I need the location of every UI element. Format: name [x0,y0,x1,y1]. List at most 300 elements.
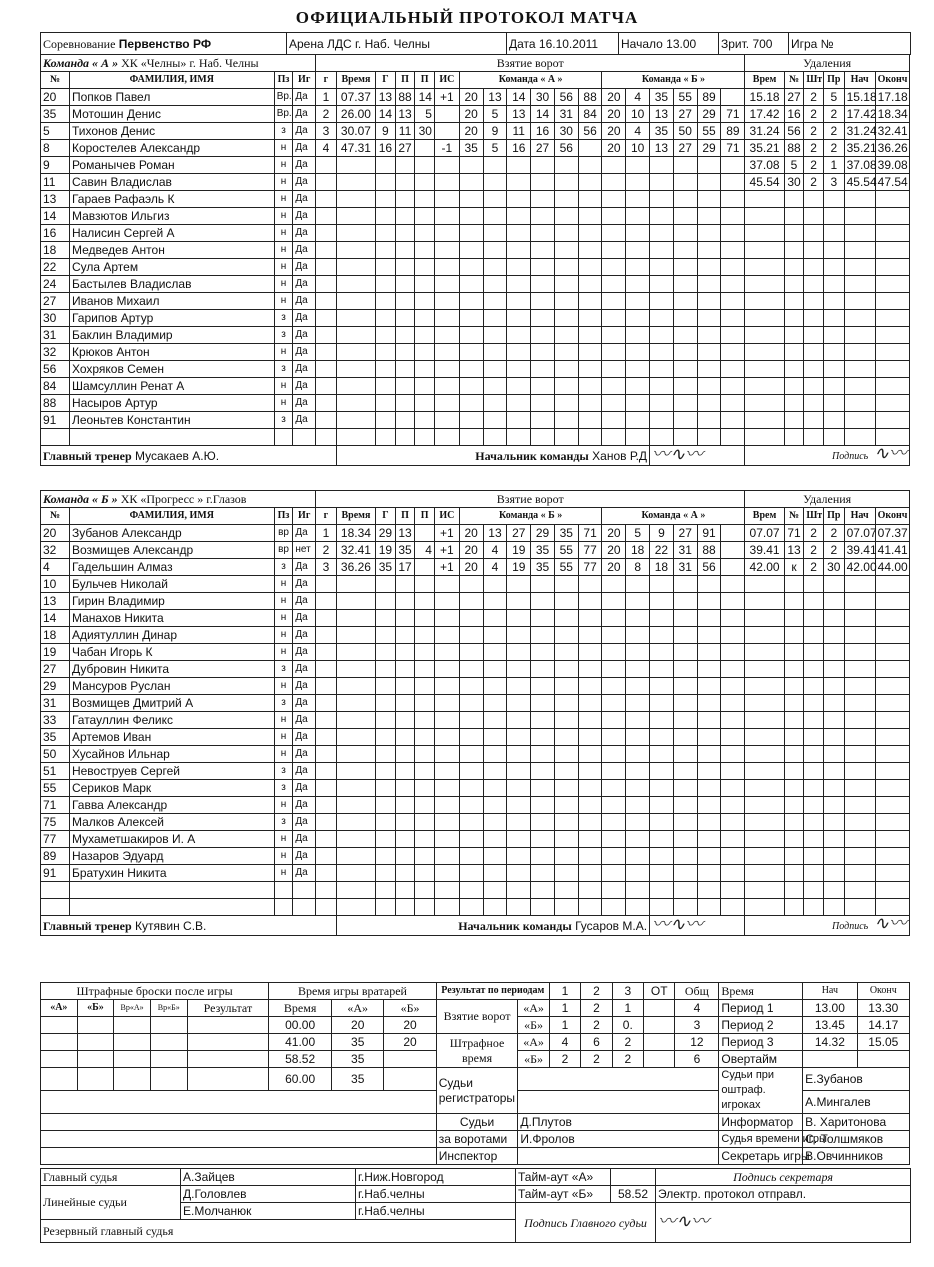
empty-cell [804,429,824,446]
empty-cell [578,576,602,593]
player-row [41,344,910,361]
team-chief-label: Начальник команды [475,448,589,463]
empty-cell [784,378,804,395]
empty-cell [673,310,697,327]
signature-cell [745,913,910,936]
own-player-on-ice: 35 [459,140,483,157]
empty-cell [650,259,674,276]
empty-cell [483,814,507,831]
empty-cell [434,395,459,412]
empty-cell [395,644,415,661]
empty-cell [483,797,507,814]
other-player-on-ice: 27 [673,525,697,542]
empty-cell [316,310,337,327]
empty-cell [459,191,483,208]
penalty-player: 27 [784,89,804,106]
secretary-label: Секретарь игры [719,1148,803,1165]
empty-cell [650,661,674,678]
empty-cell [554,661,578,678]
goal-judge-a: Д.Плутов [518,1114,719,1131]
empty-cell [697,429,721,446]
player-row [41,208,910,225]
period-3-label: Период 3 [719,1034,803,1051]
empty-cell [673,208,697,225]
empty-cell [376,593,396,610]
empty-cell [823,763,844,780]
empty-cell [578,627,602,644]
empty-cell [434,712,459,729]
gk-row-1-b: 20 [384,1017,436,1034]
empty-cell [531,610,555,627]
penalty-end: 41.41 [875,542,909,559]
empty-cell [650,882,674,899]
player-number: 18 [41,242,70,259]
empty-cell [650,157,674,174]
empty-cell [434,848,459,865]
goal-assist-1: 13 [395,106,415,123]
empty-cell [434,882,459,899]
goal-situation: +1 [434,89,459,106]
empty-cell [602,225,626,242]
empty-cell [316,797,337,814]
team-header-row [41,491,910,508]
empty-cell [745,814,784,831]
timeout-a: Тайм-аут «А» [516,1169,611,1186]
empty-cell [316,661,337,678]
empty-cell [673,712,697,729]
empty-cell [507,627,531,644]
own-player-on-ice: 56 [554,89,578,106]
empty-cell [434,865,459,882]
empty-cell [875,225,909,242]
goal-assist-2 [415,559,435,576]
penalty-start: 35.21 [844,140,875,157]
empty-cell [578,848,602,865]
empty-cell [336,831,375,848]
player-played: Да [293,848,316,865]
empty-cell [626,429,650,446]
player-played: Да [293,678,316,695]
empty-cell [697,882,721,899]
period-1-start: 13.00 [803,1000,857,1017]
empty-cell [395,293,415,310]
empty-cell [415,899,435,916]
empty-cell [507,191,531,208]
empty-cell [376,429,396,446]
empty-cell [875,797,909,814]
gk-b-label: «Б» [384,1000,436,1017]
empty-cell [745,395,784,412]
empty-cell [554,712,578,729]
player-row [41,525,910,542]
empty-cell [395,695,415,712]
empty-cell [804,310,824,327]
player-position: н [274,157,293,174]
empty-cell [531,848,555,865]
empty-cell [531,882,555,899]
empty-cell [531,208,555,225]
empty-cell [395,797,415,814]
empty-cell [804,327,824,344]
own-player-on-ice: 20 [459,123,483,140]
empty-cell [531,344,555,361]
player-name: Иванов Михаил [69,293,274,310]
empty-cell [784,610,804,627]
empty-cell [844,797,875,814]
other-player-on-ice: 13 [650,140,674,157]
player-row [41,542,910,559]
empty-cell [784,208,804,225]
other-player-on-ice: 20 [602,106,626,123]
empty-cell [395,763,415,780]
match-info [40,32,911,55]
other-player-on-ice: 20 [602,123,626,140]
empty-cell [415,361,435,378]
empty-cell [376,644,396,661]
col-num: № [41,72,70,89]
empty-cell [721,729,745,746]
linesman-1: Д.Головлев [181,1186,356,1203]
empty-cell [316,191,337,208]
empty-cell [336,276,375,293]
player-row [41,559,910,576]
empty-cell [602,729,626,746]
player-name: Бастылев Владислав [69,276,274,293]
empty-cell [804,814,824,831]
empty-cell [483,695,507,712]
empty-cell [507,593,531,610]
time-label: Время [719,983,803,1000]
empty-cell [626,208,650,225]
empty-cell [745,310,784,327]
empty-cell [745,644,784,661]
empty-cell [415,831,435,848]
col-pen-num: № [784,72,804,89]
empty-cell [316,576,337,593]
player-row [41,242,910,259]
empty-cell [554,831,578,848]
empty-cell [554,276,578,293]
empty-cell [459,208,483,225]
player-position: н [274,140,293,157]
player-number: 55 [41,780,70,797]
shootout-col-b: «Б» [77,1000,114,1017]
team-chief-cell [336,446,649,466]
empty-cell [823,865,844,882]
goals-a-ot [644,1000,675,1017]
player-played: Да [293,378,316,395]
empty-cell [531,746,555,763]
own-player-on-ice: 20 [459,89,483,106]
empty-cell [784,797,804,814]
empty-cell [650,899,674,916]
empty-cell [578,293,602,310]
empty-cell [804,242,824,259]
empty-cell [336,576,375,593]
penalty-start: 17.42 [844,106,875,123]
player-row [41,106,910,123]
empty-cell [531,780,555,797]
goal-scorer: 9 [376,123,396,140]
empty-cell [415,293,435,310]
overtime-start [803,1051,857,1068]
empty-cell [554,208,578,225]
own-player-on-ice: 14 [507,89,531,106]
team-footer-row [41,446,910,466]
empty-cell [745,191,784,208]
empty-cell [721,157,745,174]
empty-cell [721,310,745,327]
empty-cell [626,695,650,712]
pim-b-ot [644,1051,675,1068]
player-name: Коростелев Александр [69,140,274,157]
empty-cell [650,293,674,310]
empty-cell [336,327,375,344]
player-name: Крюков Антон [69,344,274,361]
empty-cell [554,395,578,412]
player-name: Сериков Марк [69,780,274,797]
goals-label: Взятие ворот [436,1000,518,1034]
player-played: Да [293,644,316,661]
empty-cell [745,831,784,848]
empty-cell [395,831,415,848]
player-name: Гатауллин Феликс [69,712,274,729]
col-situation: ИС [434,72,459,89]
goal-time: 32.41 [336,542,375,559]
pim-b-p3: 2 [612,1051,643,1068]
player-position: з [274,695,293,712]
empty-cell [395,327,415,344]
player-row [41,593,910,610]
empty-cell [823,293,844,310]
gk-title: Время игры вратарей [269,983,437,1000]
empty-cell [578,208,602,225]
empty-cell [673,746,697,763]
empty-cell [697,157,721,174]
empty-cell [721,429,745,446]
empty-cell [434,899,459,916]
empty-cell [274,429,293,446]
empty-cell [507,378,531,395]
empty-cell [434,208,459,225]
goal-number: 2 [316,106,337,123]
empty-cell [784,395,804,412]
player-row [41,865,910,882]
competition-name: Первенство РФ [118,36,212,51]
empty-cell [875,729,909,746]
player-played: Да [293,831,316,848]
player-played: Да [293,242,316,259]
empty-cell [531,327,555,344]
goal-assist-2: 14 [415,89,435,106]
player-name: Гадельшин Алмаз [69,559,274,576]
empty-cell [745,225,784,242]
empty-cell [745,899,784,916]
player-position: н [274,225,293,242]
empty-cell [673,293,697,310]
other-player-on-ice: 29 [697,140,721,157]
empty-cell [804,395,824,412]
empty-cell [844,831,875,848]
goals-b-ot [644,1017,675,1034]
empty-cell [650,848,674,865]
empty-cell [721,344,745,361]
player-row [41,899,910,916]
empty-cell [395,627,415,644]
player-played: Да [293,814,316,831]
own-player-on-ice: 55 [554,542,578,559]
empty-cell [434,191,459,208]
empty-cell [336,225,375,242]
player-row [41,746,910,763]
empty-cell [376,310,396,327]
empty-cell [626,378,650,395]
player-position: н [274,174,293,191]
empty-cell [395,780,415,797]
other-player-on-ice: 20 [602,542,626,559]
empty-cell [41,899,70,916]
empty-cell [578,191,602,208]
empty-cell [721,644,745,661]
period-col-1: 1 [549,983,580,1000]
empty-cell [602,610,626,627]
empty-cell [602,661,626,678]
penalty-pr: 3 [823,174,844,191]
empty-cell [673,242,697,259]
period-3-start: 14.32 [803,1034,857,1051]
empty-cell [554,797,578,814]
empty-cell [376,344,396,361]
empty-cell [784,293,804,310]
pim-b-p2: 2 [581,1051,612,1068]
player-number: 50 [41,746,70,763]
empty-cell [844,780,875,797]
empty-cell [554,695,578,712]
empty-cell [274,882,293,899]
penalty-pr: 30 [823,559,844,576]
empty-cell [875,831,909,848]
other-player-on-ice: 56 [697,559,721,576]
period-col-2: 2 [581,983,612,1000]
empty-cell [784,746,804,763]
penalty-pr: 2 [823,525,844,542]
empty-cell [650,746,674,763]
empty-cell [554,882,578,899]
empty-cell [336,361,375,378]
empty-cell [745,797,784,814]
player-number: 16 [41,225,70,242]
empty-cell [578,729,602,746]
empty-cell [804,344,824,361]
empty-cell [626,310,650,327]
player-played: Да [293,89,316,106]
empty-cell [531,276,555,293]
empty-cell [875,395,909,412]
goals-a-p2: 2 [581,1000,612,1017]
empty-cell [316,678,337,695]
empty-cell [336,763,375,780]
empty-cell [626,780,650,797]
other-player-on-ice: 31 [673,542,697,559]
informer-label: Информатор [719,1114,803,1131]
empty-cell [459,814,483,831]
col-own-team: Команда « А » [459,72,602,89]
player-row [41,627,910,644]
empty-cell [336,412,375,429]
empty-cell [578,814,602,831]
empty-cell [415,242,435,259]
player-name: Мавзютов Ильгиз [69,208,274,225]
col-situation: ИС [434,508,459,525]
player-number: 5 [41,123,70,140]
empty-cell [745,882,784,899]
empty-cell [650,814,674,831]
goal-number: 1 [316,525,337,542]
player-played: нет [293,542,316,559]
empty-cell [578,412,602,429]
empty-cell [554,763,578,780]
empty-cell [483,865,507,882]
player-row [41,797,910,814]
empty-cell [415,593,435,610]
empty-cell [483,644,507,661]
col-time: Время [336,508,375,525]
empty-cell [483,208,507,225]
player-number: 24 [41,276,70,293]
empty-cell [459,576,483,593]
empty-cell [459,429,483,446]
other-player-on-ice: 89 [697,89,721,106]
empty-cell [697,378,721,395]
empty-cell [395,259,415,276]
other-player-on-ice: 29 [697,106,721,123]
period-col-ot: ОТ [644,983,675,1000]
penalty-player: 56 [784,123,804,140]
empty-cell [626,848,650,865]
empty-cell [554,378,578,395]
empty-cell [415,661,435,678]
own-player-on-ice: 71 [578,525,602,542]
empty-cell [844,344,875,361]
empty-cell [578,361,602,378]
empty-cell [578,327,602,344]
empty-cell [395,395,415,412]
own-player-on-ice: 35 [531,559,555,576]
goal-number: 3 [316,559,337,576]
empty-cell [844,729,875,746]
goal-scorer: 13 [376,89,396,106]
empty-cell [804,865,824,882]
empty-cell [316,378,337,395]
empty-cell [316,627,337,644]
empty-cell [721,327,745,344]
empty-cell [554,814,578,831]
player-row [41,831,910,848]
empty-cell [434,593,459,610]
empty-cell [376,763,396,780]
column-header-row [41,72,910,89]
col-scorer: Г [376,508,396,525]
empty-cell [459,310,483,327]
player-position: н [274,712,293,729]
empty-cell [823,644,844,661]
penalty-sht: 2 [804,123,824,140]
empty-cell [823,661,844,678]
empty-cell [316,831,337,848]
empty-cell [459,276,483,293]
empty-cell [823,746,844,763]
empty-cell [507,695,531,712]
